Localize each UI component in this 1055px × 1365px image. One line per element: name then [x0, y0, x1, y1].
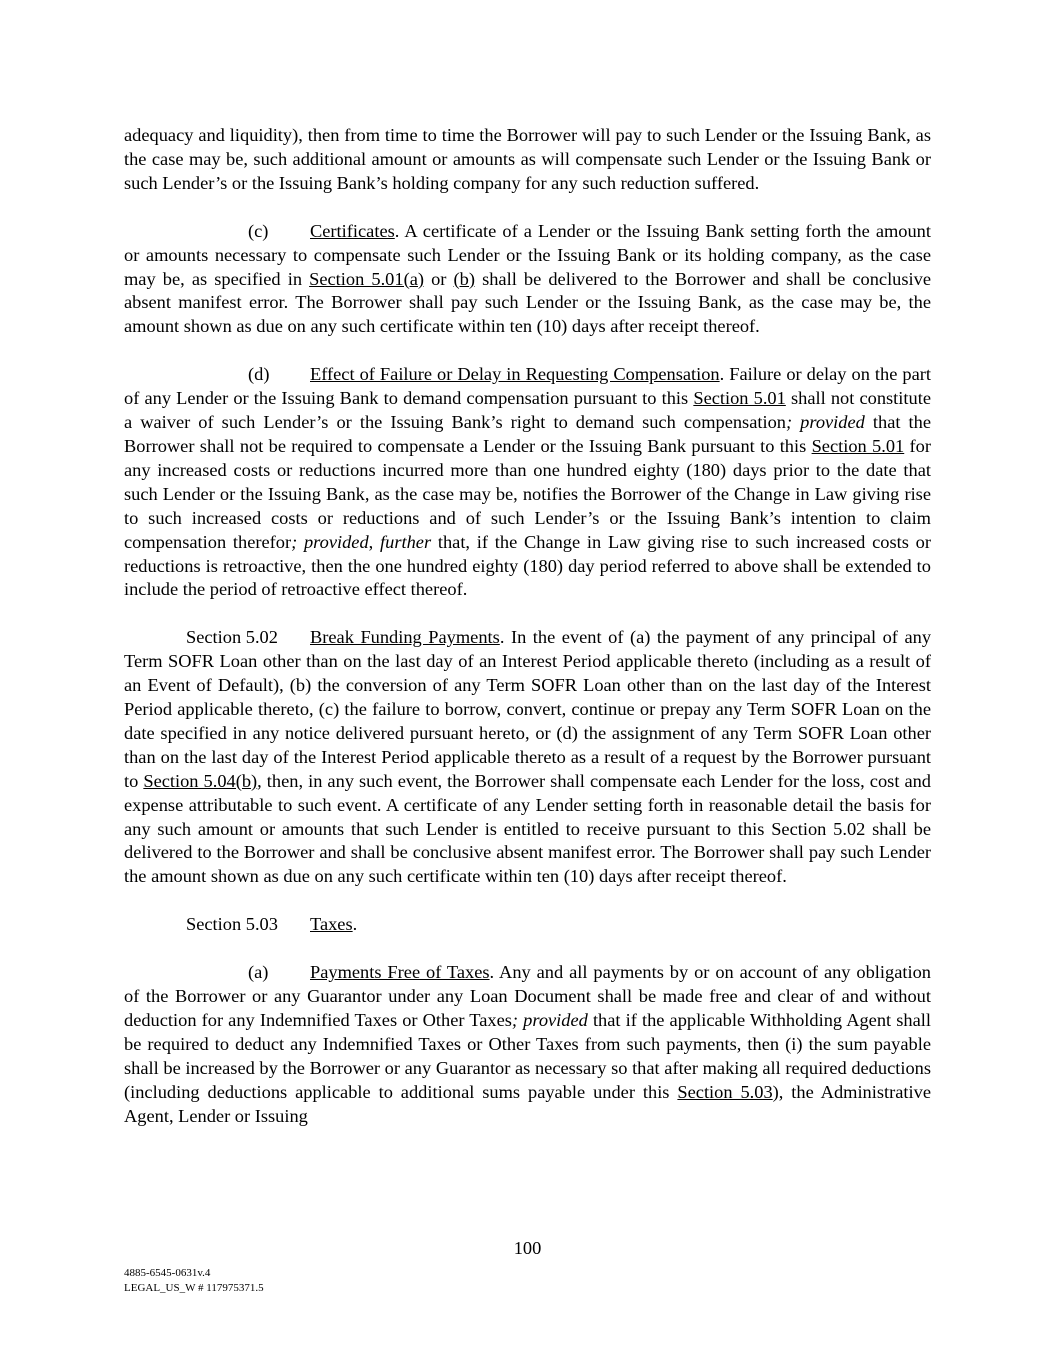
subsection-heading: Payments Free of Taxes	[310, 962, 490, 983]
cross-reference: Section 5.04(b)	[143, 770, 258, 791]
text-run: that, if the Change in Law giving rise to such increased costs or reductions is retroactive, then the one hundred eighty (180) day period referred to above shall be extended to include the period of retroactive effect thereof.	[124, 531, 931, 600]
cross-reference: Section 5.01(a)	[309, 268, 424, 289]
document-footer	[124, 1266, 264, 1296]
paragraph-continuation	[124, 124, 931, 196]
text-run: that if the applicable Withholding Agent shall be required to deduct any Indemnified Taxes or Other Taxes from such payments, then (i) the sum payable shall be increased by the Borrower or any Guarantor as necessary so that after making all required deductions (including deductions applicable to additional sums payable under this	[124, 1010, 931, 1102]
subsection-label: (c)	[248, 220, 269, 241]
paragraph-text: adequacy and liquidity), then from time to time the Borrower will pay to such Lender or the Issuing Bank, as the case may be, such additional amount or amounts as will compensate such Lender or the Issuing Bank or such Lender’s or the Issuing Bank’s holding company for any such reduction suffered.	[124, 125, 931, 193]
section-heading: Break Funding Payments	[310, 627, 500, 648]
italic-term: ; provided	[511, 1010, 588, 1030]
text-run: or	[423, 268, 454, 289]
text-run: . In the event of (a) the payment of any principal of any Term SOFR Loan other than on the last day of an Interest Period applicable thereto (including as a result of an Event of Default), (b) the conversion of any Term SOFR Loan other than on the last day of the Interest Period applicable thereto, (c) the failure to borrow, convert, continue or prepay any Term SOFR Loan on the date specified in any notice delivered pursuant hereto, or (d) the assignment of any Term SOFR Loan other than on the last day of the Interest Period applicable thereto as a result of a request by the Borrower pursuant to	[124, 627, 932, 791]
text-run: for any increased costs or reductions incurred more than one hundred eighty (180) days prior to the date that such Lender or the Issuing Bank, as the case may be, notifies the Borrower of the Change in Law giving rise to such increased costs or reductions and of such Lender’s or the Issuing Bank’s intention to claim compensation therefor	[124, 435, 931, 552]
cross-reference: Section 5.01	[693, 388, 786, 409]
subsection-heading: Effect of Failure or Delay in Requesting Compensation	[310, 364, 720, 385]
subsection-label: (a)	[248, 962, 269, 983]
text-run: ,	[368, 531, 381, 552]
text-run: . Any and all payments by or on account of any obligation of the Borrower or any Guarantor under any Loan Document shall be made free and clear of and without deduction for any Indemnified Taxes or Other Taxes	[124, 962, 931, 1030]
text-run: ), the Administrative Agent, Lender or Issuing	[124, 1081, 931, 1126]
text-run: . A certificate of a Lender or the Issuing Bank setting forth the amount or amounts necessary to compensate such Lender or the Issuing Bank or its holding company, as the case may be, as specified in	[124, 220, 931, 289]
paragraph-d-effect-of-failure	[124, 363, 931, 602]
cross-reference: Section 5.01	[811, 435, 905, 456]
text-run: shall not constitute a waiver of such Lender’s or the Issuing Bank’s right to demand such compensation	[124, 388, 931, 433]
paragraph-a-payments-free-of-taxes	[124, 961, 931, 1128]
italic-term: ; provided	[785, 412, 865, 433]
subsection-heading: Certificates	[310, 220, 395, 241]
text-run: . Failure or delay on the part of any Lender or the Issuing Bank to demand compensation pursuant to this	[124, 364, 931, 409]
text-run: , then, in any such event, the Borrower shall compensate each Lender for the loss, cost and expense attributable to such event. A certificate of any Lender setting forth in reasonable detail the basis for any such amount or amounts that such Lender is entitled to receive pursuant to this Section 5.02 shall be delivered to the Borrower and shall be conclusive absent manifest error. The Borrower shall pay such Lender the amount shown as due on any such certificate within ten (10) days after receipt thereof.	[124, 770, 932, 887]
section-label: Section 5.03	[186, 914, 278, 935]
italic-term: further	[380, 531, 432, 552]
page-body	[124, 124, 931, 1153]
italic-term: ; provided	[291, 531, 369, 552]
text-run: that the Borrower shall not be required to compensate a Lender or the Issuing Bank pursuant to this	[124, 412, 931, 456]
subsection-label: (d)	[248, 364, 270, 385]
text-run: .	[352, 914, 358, 935]
section-5-02-break-funding	[124, 626, 931, 889]
section-5-03-taxes	[124, 913, 931, 937]
section-heading: Taxes	[310, 914, 353, 935]
page-number: 100	[513, 1238, 542, 1258]
section-label: Section 5.02	[186, 627, 278, 648]
footer-legal-id: LEGAL_US_W # 117975371.5	[124, 1282, 264, 1294]
cross-reference: (b)	[453, 268, 475, 289]
paragraph-c-certificates	[124, 220, 931, 340]
footer-doc-id: 4885-6545-0631v.4	[124, 1267, 211, 1279]
cross-reference: Section 5.03	[677, 1081, 773, 1102]
text-run: shall be delivered to the Borrower and shall be conclusive absent manifest error. The Borrower shall pay such Lender or the Issuing Bank, as the case may be, the amount shown as due on any such certificate within ten (10) days after receipt thereof.	[124, 268, 931, 337]
